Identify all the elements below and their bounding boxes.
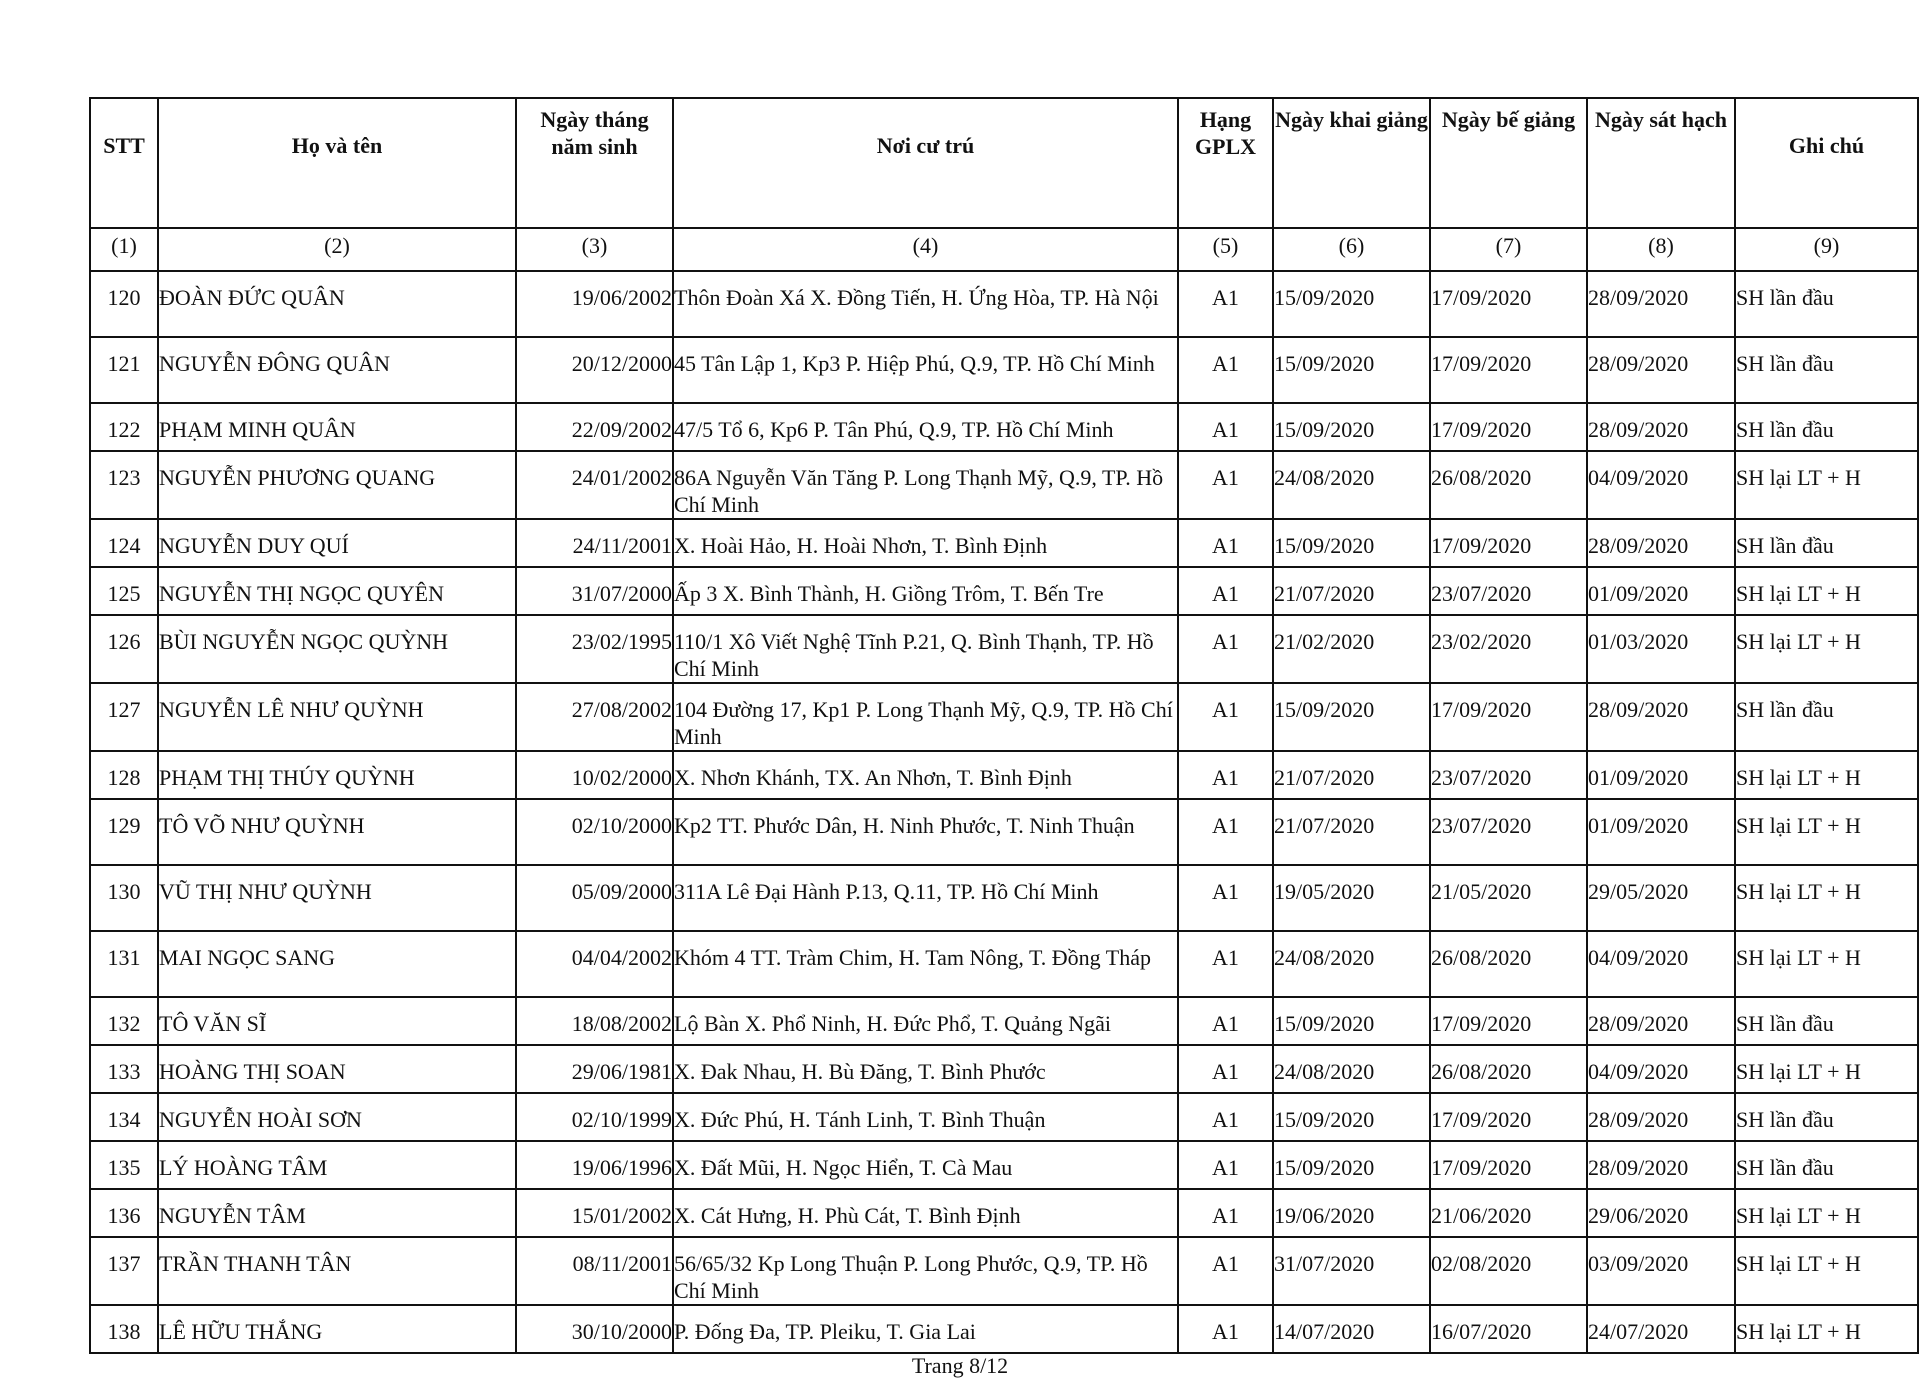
cell-stt: 138 (90, 1305, 158, 1353)
cell-note: SH lần đầu (1735, 1141, 1918, 1189)
cell-name: LÝ HOÀNG TÂM (158, 1141, 516, 1189)
column-number: (9) (1735, 228, 1918, 271)
cell-stt: 127 (90, 683, 158, 751)
cell-start-date: 21/07/2020 (1273, 567, 1430, 615)
cell-address: X. Cát Hưng, H. Phù Cát, T. Bình Định (673, 1189, 1178, 1237)
table-row (90, 997, 1918, 1045)
cell-note: SH lần đầu (1735, 403, 1918, 451)
cell-name: MAI NGỌC SANG (158, 931, 516, 997)
cell-end-date: 23/07/2020 (1430, 799, 1587, 865)
cell-license-class: A1 (1178, 615, 1273, 683)
cell-exam-date: 28/09/2020 (1587, 519, 1735, 567)
cell-exam-date: 29/05/2020 (1587, 865, 1735, 931)
cell-end-date: 17/09/2020 (1430, 519, 1587, 567)
cell-address: P. Đống Đa, TP. Pleiku, T. Gia Lai (673, 1305, 1178, 1353)
cell-start-date: 15/09/2020 (1273, 337, 1430, 403)
cell-address: 110/1 Xô Viết Nghệ Tĩnh P.21, Q. Bình Thạnh, TP. Hồ Chí Minh (673, 615, 1178, 683)
cell-end-date: 23/02/2020 (1430, 615, 1587, 683)
cell-name: NGUYỄN ĐÔNG QUÂN (158, 337, 516, 403)
cell-dob: 29/06/1981 (516, 1045, 673, 1093)
cell-address: X. Đức Phú, H. Tánh Linh, T. Bình Thuận (673, 1093, 1178, 1141)
cell-start-date: 31/07/2020 (1273, 1237, 1430, 1305)
cell-start-date: 24/08/2020 (1273, 931, 1430, 997)
cell-end-date: 17/09/2020 (1430, 271, 1587, 337)
cell-dob: 24/11/2001 (516, 519, 673, 567)
cell-note: SH lần đầu (1735, 337, 1918, 403)
cell-address: 56/65/32 Kp Long Thuận P. Long Phước, Q.9, TP. Hồ Chí Minh (673, 1237, 1178, 1305)
cell-exam-date: 28/09/2020 (1587, 271, 1735, 337)
cell-stt: 136 (90, 1189, 158, 1237)
column-number: (5) (1178, 228, 1273, 271)
cell-exam-date: 01/09/2020 (1587, 567, 1735, 615)
cell-exam-date: 24/07/2020 (1587, 1305, 1735, 1353)
cell-note: SH lại LT + H (1735, 1305, 1918, 1353)
table-row (90, 865, 1918, 931)
cell-dob: 15/01/2002 (516, 1189, 673, 1237)
cell-end-date: 16/07/2020 (1430, 1305, 1587, 1353)
cell-exam-date: 28/09/2020 (1587, 683, 1735, 751)
cell-note: SH lại LT + H (1735, 1189, 1918, 1237)
cell-address: Lộ Bàn X. Phổ Ninh, H. Đức Phổ, T. Quảng Ngãi (673, 997, 1178, 1045)
table-row (90, 403, 1918, 451)
header-exam-date: Ngày sát hạch (1587, 98, 1735, 228)
cell-stt: 125 (90, 567, 158, 615)
cell-start-date: 15/09/2020 (1273, 997, 1430, 1045)
table-row (90, 519, 1918, 567)
cell-stt: 131 (90, 931, 158, 997)
cell-address: Khóm 4 TT. Tràm Chim, H. Tam Nông, T. Đồng Tháp (673, 931, 1178, 997)
cell-dob: 02/10/1999 (516, 1093, 673, 1141)
table-row (90, 1045, 1918, 1093)
cell-stt: 121 (90, 337, 158, 403)
cell-address: X. Nhơn Khánh, TX. An Nhơn, T. Bình Định (673, 751, 1178, 799)
cell-address: 311A Lê Đại Hành P.13, Q.11, TP. Hồ Chí Minh (673, 865, 1178, 931)
cell-start-date: 21/02/2020 (1273, 615, 1430, 683)
cell-name: BÙI NGUYỄN NGỌC QUỲNH (158, 615, 516, 683)
header-start-date: Ngày khai giảng (1273, 98, 1430, 228)
cell-license-class: A1 (1178, 271, 1273, 337)
table-row (90, 337, 1918, 403)
cell-end-date: 21/05/2020 (1430, 865, 1587, 931)
cell-dob: 23/02/1995 (516, 615, 673, 683)
cell-license-class: A1 (1178, 931, 1273, 997)
column-number: (7) (1430, 228, 1587, 271)
header-dob: Ngày tháng năm sinh (516, 98, 673, 228)
cell-stt: 133 (90, 1045, 158, 1093)
cell-exam-date: 28/09/2020 (1587, 997, 1735, 1045)
cell-license-class: A1 (1178, 865, 1273, 931)
cell-dob: 18/08/2002 (516, 997, 673, 1045)
cell-name: HOÀNG THỊ SOAN (158, 1045, 516, 1093)
cell-name: NGUYỄN TÂM (158, 1189, 516, 1237)
cell-note: SH lần đầu (1735, 519, 1918, 567)
cell-dob: 24/01/2002 (516, 451, 673, 519)
cell-exam-date: 04/09/2020 (1587, 1045, 1735, 1093)
cell-exam-date: 04/09/2020 (1587, 931, 1735, 997)
header-address: Nơi cư trú (673, 98, 1178, 228)
cell-dob: 19/06/2002 (516, 271, 673, 337)
cell-stt: 124 (90, 519, 158, 567)
cell-end-date: 26/08/2020 (1430, 451, 1587, 519)
cell-address: 45 Tân Lập 1, Kp3 P. Hiệp Phú, Q.9, TP. Hồ Chí Minh (673, 337, 1178, 403)
cell-stt: 122 (90, 403, 158, 451)
table-row (90, 931, 1918, 997)
cell-start-date: 15/09/2020 (1273, 271, 1430, 337)
cell-name: ĐOÀN ĐỨC QUÂN (158, 271, 516, 337)
cell-dob: 19/06/1996 (516, 1141, 673, 1189)
cell-address: X. Hoài Hảo, H. Hoài Nhơn, T. Bình Định (673, 519, 1178, 567)
cell-end-date: 17/09/2020 (1430, 1093, 1587, 1141)
cell-exam-date: 04/09/2020 (1587, 451, 1735, 519)
page-number: Trang 8/12 (911, 1353, 1009, 1378)
cell-name: TÔ VĂN SĨ (158, 997, 516, 1045)
cell-address: X. Đất Mũi, H. Ngọc Hiển, T. Cà Mau (673, 1141, 1178, 1189)
header-end-date: Ngày bế giảng (1430, 98, 1587, 228)
cell-license-class: A1 (1178, 799, 1273, 865)
cell-name: NGUYỄN THỊ NGỌC QUYÊN (158, 567, 516, 615)
cell-start-date: 15/09/2020 (1273, 683, 1430, 751)
cell-end-date: 17/09/2020 (1430, 997, 1587, 1045)
cell-note: SH lại LT + H (1735, 451, 1918, 519)
cell-exam-date: 29/06/2020 (1587, 1189, 1735, 1237)
cell-end-date: 23/07/2020 (1430, 751, 1587, 799)
cell-exam-date: 01/09/2020 (1587, 799, 1735, 865)
cell-exam-date: 03/09/2020 (1587, 1237, 1735, 1305)
header-stt: STT (90, 98, 158, 228)
cell-note: SH lại LT + H (1735, 751, 1918, 799)
cell-license-class: A1 (1178, 1189, 1273, 1237)
cell-dob: 05/09/2000 (516, 865, 673, 931)
table-row (90, 567, 1918, 615)
cell-address: Thôn Đoàn Xá X. Đồng Tiến, H. Ứng Hòa, TP. Hà Nội (673, 271, 1178, 337)
column-number: (4) (673, 228, 1178, 271)
cell-stt: 132 (90, 997, 158, 1045)
cell-license-class: A1 (1178, 1093, 1273, 1141)
cell-name: VŨ THỊ NHƯ QUỲNH (158, 865, 516, 931)
cell-note: SH lần đầu (1735, 997, 1918, 1045)
cell-address: 104 Đường 17, Kp1 P. Long Thạnh Mỹ, Q.9, TP. Hồ Chí Minh (673, 683, 1178, 751)
cell-note: SH lần đầu (1735, 271, 1918, 337)
cell-dob: 02/10/2000 (516, 799, 673, 865)
cell-end-date: 17/09/2020 (1430, 1141, 1587, 1189)
table-row (90, 751, 1918, 799)
column-number: (6) (1273, 228, 1430, 271)
cell-end-date: 26/08/2020 (1430, 1045, 1587, 1093)
cell-license-class: A1 (1178, 451, 1273, 519)
cell-end-date: 26/08/2020 (1430, 931, 1587, 997)
table-row (90, 1093, 1918, 1141)
table-row (90, 615, 1918, 683)
cell-name: TÔ VÕ NHƯ QUỲNH (158, 799, 516, 865)
cell-start-date: 24/08/2020 (1273, 1045, 1430, 1093)
cell-exam-date: 28/09/2020 (1587, 337, 1735, 403)
table-body (90, 271, 1918, 1353)
table-header-row (90, 98, 1918, 228)
cell-end-date: 17/09/2020 (1430, 403, 1587, 451)
cell-end-date: 02/08/2020 (1430, 1237, 1587, 1305)
cell-name: TRẦN THANH TÂN (158, 1237, 516, 1305)
cell-address: X. Đak Nhau, H. Bù Đăng, T. Bình Phước (673, 1045, 1178, 1093)
cell-license-class: A1 (1178, 337, 1273, 403)
cell-note: SH lại LT + H (1735, 615, 1918, 683)
cell-end-date: 23/07/2020 (1430, 567, 1587, 615)
cell-dob: 30/10/2000 (516, 1305, 673, 1353)
cell-exam-date: 28/09/2020 (1587, 1141, 1735, 1189)
cell-note: SH lại LT + H (1735, 931, 1918, 997)
cell-license-class: A1 (1178, 997, 1273, 1045)
table-row (90, 799, 1918, 865)
table-row (90, 1237, 1918, 1305)
cell-start-date: 14/07/2020 (1273, 1305, 1430, 1353)
cell-start-date: 15/09/2020 (1273, 403, 1430, 451)
cell-stt: 129 (90, 799, 158, 865)
cell-exam-date: 01/09/2020 (1587, 751, 1735, 799)
cell-start-date: 15/09/2020 (1273, 1093, 1430, 1141)
cell-address: Kp2 TT. Phước Dân, H. Ninh Phước, T. Ninh Thuận (673, 799, 1178, 865)
cell-start-date: 15/09/2020 (1273, 519, 1430, 567)
cell-start-date: 21/07/2020 (1273, 751, 1430, 799)
table-row (90, 1189, 1918, 1237)
cell-license-class: A1 (1178, 567, 1273, 615)
cell-license-class: A1 (1178, 1045, 1273, 1093)
cell-note: SH lại LT + H (1735, 1045, 1918, 1093)
cell-end-date: 17/09/2020 (1430, 683, 1587, 751)
cell-stt: 120 (90, 271, 158, 337)
cell-exam-date: 28/09/2020 (1587, 1093, 1735, 1141)
cell-start-date: 15/09/2020 (1273, 1141, 1430, 1189)
cell-name: LÊ HỮU THẮNG (158, 1305, 516, 1353)
column-number-row (90, 228, 1918, 271)
cell-start-date: 21/07/2020 (1273, 799, 1430, 865)
cell-stt: 128 (90, 751, 158, 799)
cell-dob: 27/08/2002 (516, 683, 673, 751)
cell-name: PHẠM THỊ THÚY QUỲNH (158, 751, 516, 799)
table-row (90, 683, 1918, 751)
cell-license-class: A1 (1178, 751, 1273, 799)
table-row (90, 1141, 1918, 1189)
cell-license-class: A1 (1178, 403, 1273, 451)
cell-dob: 22/09/2002 (516, 403, 673, 451)
column-number: (2) (158, 228, 516, 271)
cell-name: NGUYỄN DUY QUÍ (158, 519, 516, 567)
cell-note: SH lần đầu (1735, 1093, 1918, 1141)
cell-name: NGUYỄN LÊ NHƯ QUỲNH (158, 683, 516, 751)
header-note: Ghi chú (1735, 98, 1918, 228)
cell-address: 86A Nguyễn Văn Tăng P. Long Thạnh Mỹ, Q.9, TP. Hồ Chí Minh (673, 451, 1178, 519)
table-row (90, 271, 1918, 337)
cell-license-class: A1 (1178, 683, 1273, 751)
table-row (90, 451, 1918, 519)
header-name: Họ và tên (158, 98, 516, 228)
cell-stt: 134 (90, 1093, 158, 1141)
cell-dob: 20/12/2000 (516, 337, 673, 403)
cell-dob: 10/02/2000 (516, 751, 673, 799)
cell-note: SH lại LT + H (1735, 799, 1918, 865)
cell-exam-date: 28/09/2020 (1587, 403, 1735, 451)
cell-name: PHẠM MINH QUÂN (158, 403, 516, 451)
cell-stt: 130 (90, 865, 158, 931)
cell-note: SH lại LT + H (1735, 1237, 1918, 1305)
cell-end-date: 21/06/2020 (1430, 1189, 1587, 1237)
cell-license-class: A1 (1178, 1305, 1273, 1353)
cell-stt: 126 (90, 615, 158, 683)
cell-name: NGUYỄN HOÀI SƠN (158, 1093, 516, 1141)
cell-stt: 123 (90, 451, 158, 519)
cell-license-class: A1 (1178, 519, 1273, 567)
cell-address: Ấp 3 X. Bình Thành, H. Giồng Trôm, T. Bến Tre (673, 567, 1178, 615)
cell-address: 47/5 Tổ 6, Kp6 P. Tân Phú, Q.9, TP. Hồ Chí Minh (673, 403, 1178, 451)
column-number: (1) (90, 228, 158, 271)
cell-start-date: 19/05/2020 (1273, 865, 1430, 931)
cell-exam-date: 01/03/2020 (1587, 615, 1735, 683)
cell-license-class: A1 (1178, 1237, 1273, 1305)
cell-dob: 04/04/2002 (516, 931, 673, 997)
column-number: (3) (516, 228, 673, 271)
student-roster-table (89, 97, 1919, 1354)
cell-end-date: 17/09/2020 (1430, 337, 1587, 403)
cell-note: SH lần đầu (1735, 683, 1918, 751)
header-license-class: Hạng GPLX (1178, 98, 1273, 228)
cell-license-class: A1 (1178, 1141, 1273, 1189)
cell-note: SH lại LT + H (1735, 865, 1918, 931)
cell-start-date: 19/06/2020 (1273, 1189, 1430, 1237)
cell-dob: 08/11/2001 (516, 1237, 673, 1305)
cell-start-date: 24/08/2020 (1273, 451, 1430, 519)
cell-name: NGUYỄN PHƯƠNG QUANG (158, 451, 516, 519)
table-row (90, 1305, 1918, 1353)
cell-stt: 135 (90, 1141, 158, 1189)
column-number: (8) (1587, 228, 1735, 271)
cell-note: SH lại LT + H (1735, 567, 1918, 615)
cell-dob: 31/07/2000 (516, 567, 673, 615)
cell-stt: 137 (90, 1237, 158, 1305)
